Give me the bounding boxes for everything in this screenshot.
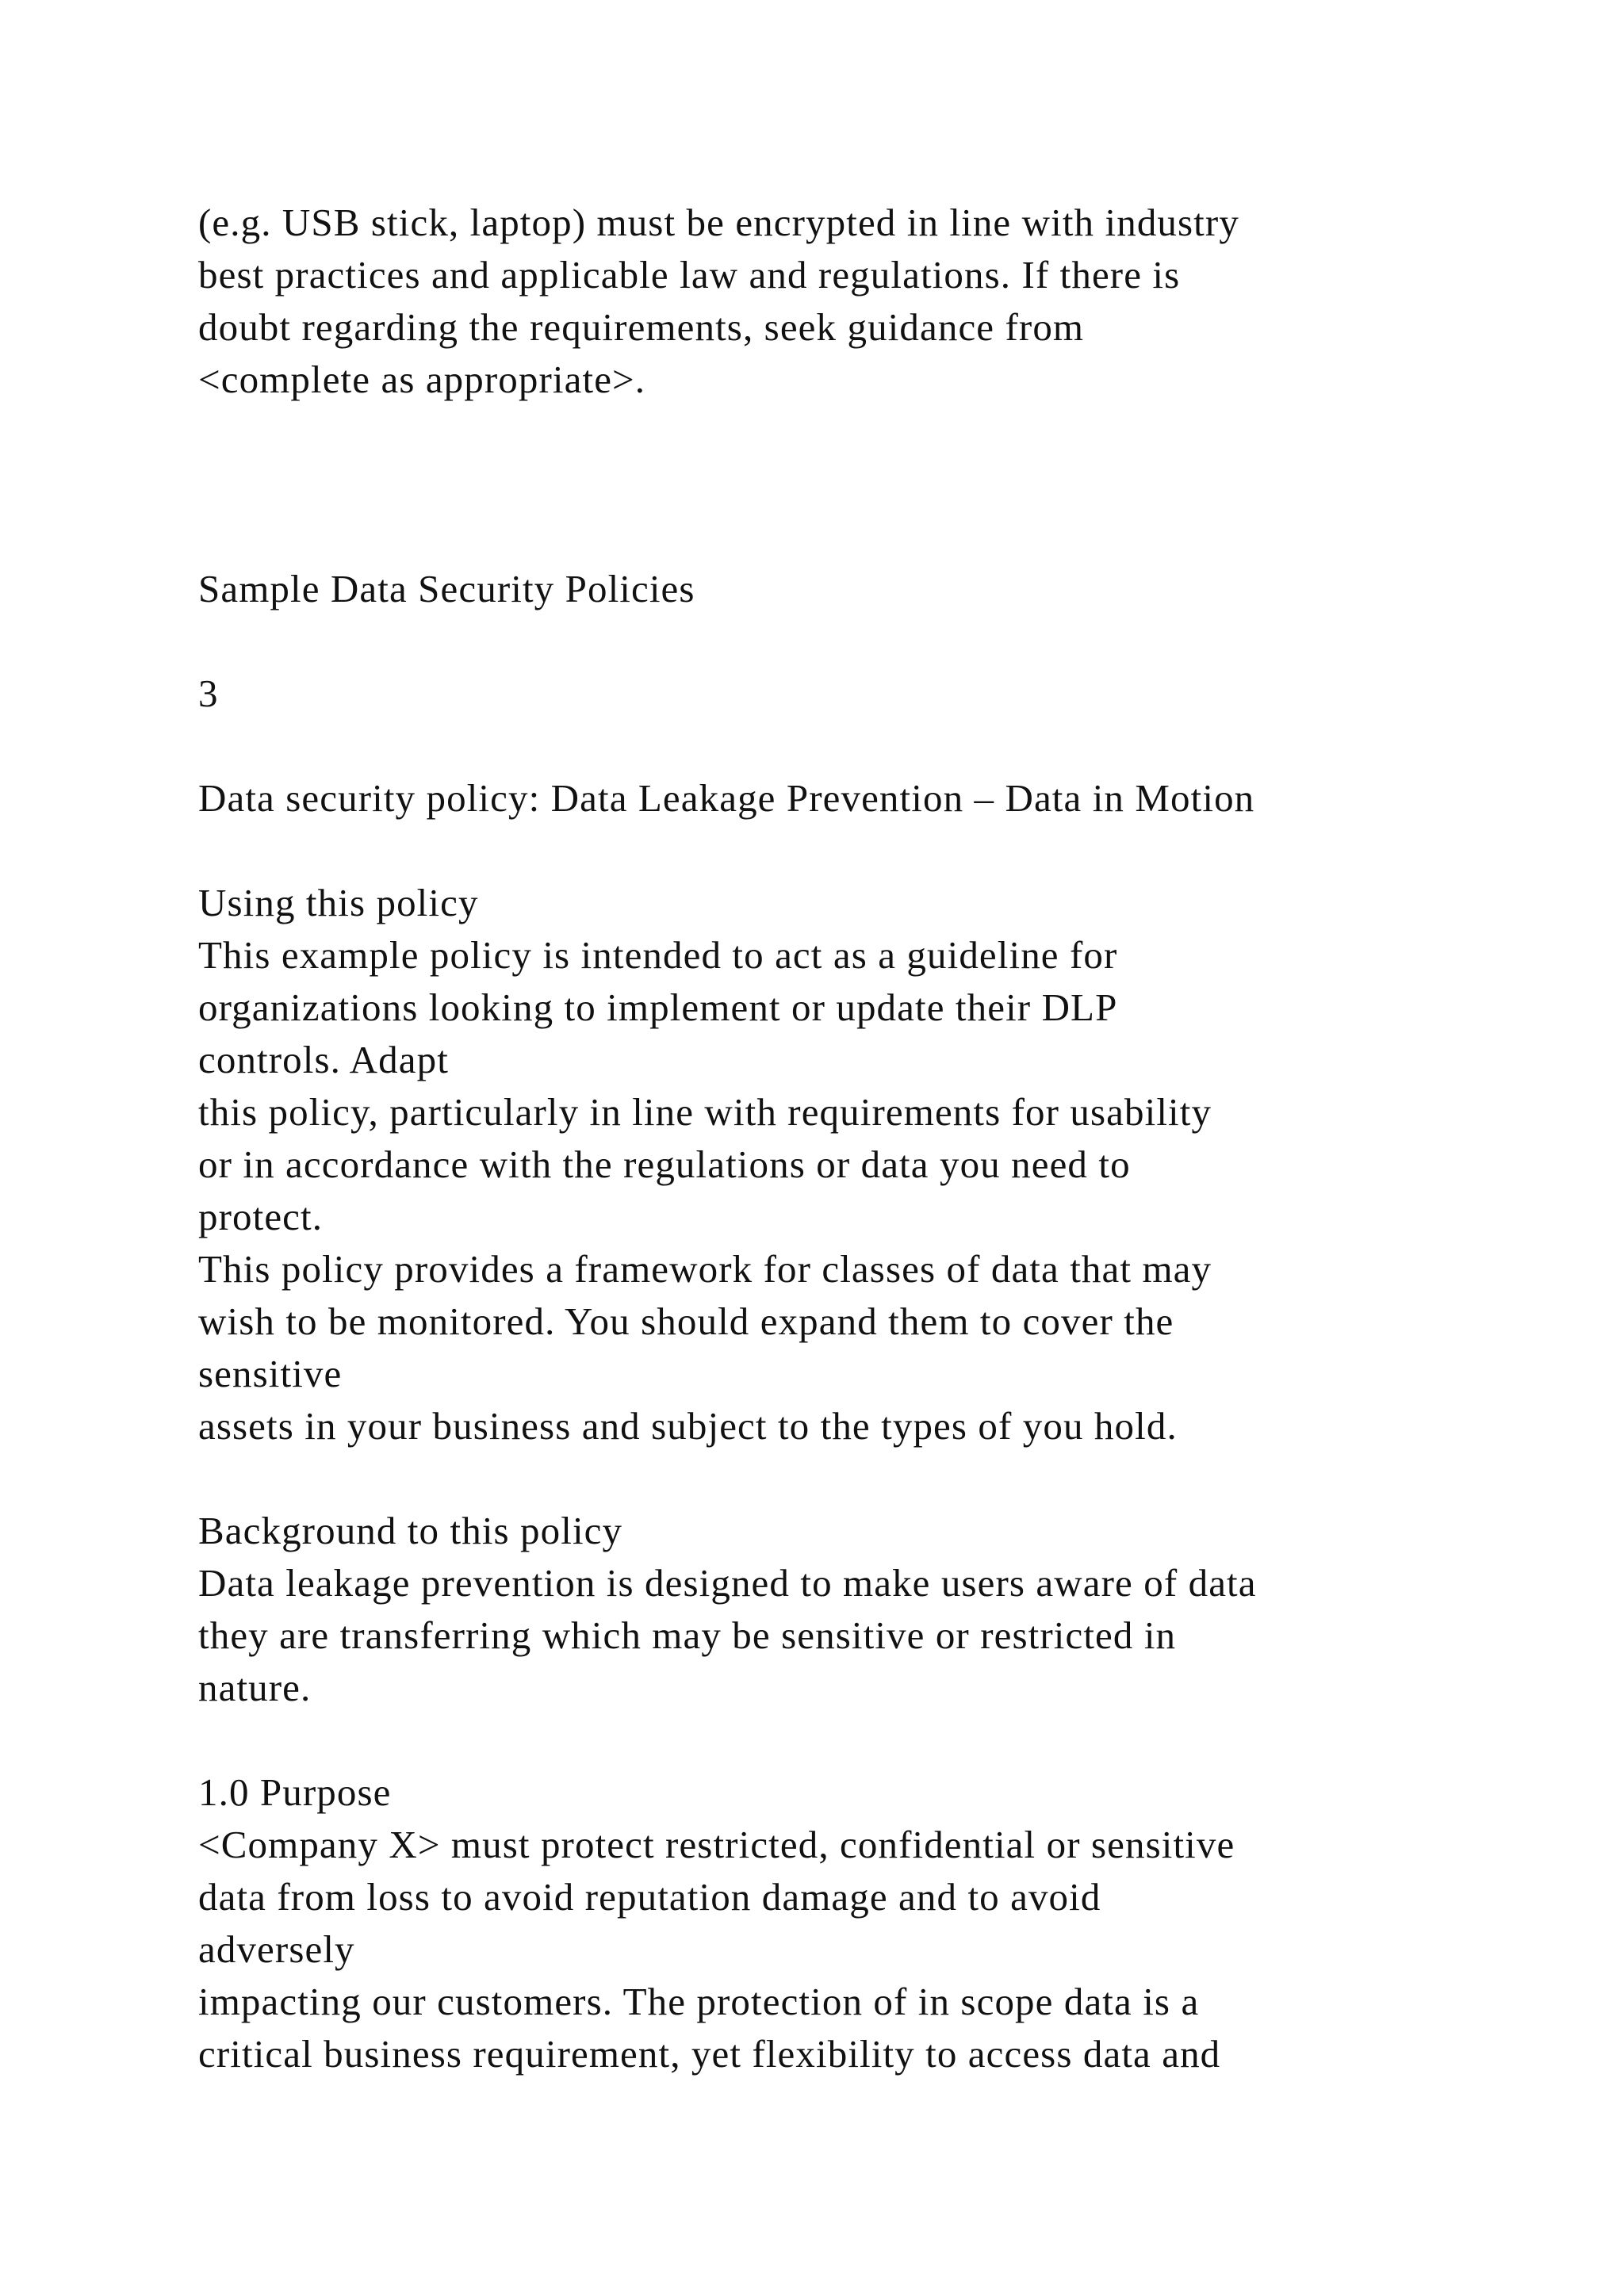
purpose-line: critical business requirement, yet flexibility to access data and — [198, 2032, 1221, 2076]
purpose-line: <Company X> must protect restricted, confidential or sensitive — [198, 1823, 1235, 1866]
using-line: or in accordance with the regulations or data you need to — [198, 1142, 1131, 1186]
purpose-line: data from loss to avoid reputation damage and to avoid — [198, 1875, 1101, 1919]
intro-line: best practices and applicable law and regulations. If there is — [198, 253, 1181, 297]
policy-title: Data security policy: Data Leakage Prevention – Data in Motion — [198, 776, 1255, 820]
using-line: this policy, particularly in line with requirements for usability — [198, 1090, 1212, 1134]
spacer — [198, 1714, 1546, 1766]
background-line: they are transferring which may be sensitive or restricted in — [198, 1613, 1177, 1657]
spacer — [198, 1452, 1546, 1505]
spacer — [198, 615, 1546, 668]
spacer — [198, 720, 1546, 772]
intro-line: <complete as appropriate>. — [198, 358, 646, 401]
using-line: protect. — [198, 1195, 324, 1238]
page-number: 3 — [198, 672, 219, 715]
using-heading: Using this policy — [198, 881, 479, 924]
spacer — [198, 406, 1546, 458]
background-heading: Background to this policy — [198, 1509, 623, 1552]
using-line: wish to be monitored. You should expand them to cover the — [198, 1299, 1174, 1343]
using-line: This example policy is intended to act as a guideline for — [198, 933, 1118, 977]
background-line: nature. — [198, 1666, 312, 1709]
spacer — [198, 825, 1546, 877]
intro-line: doubt regarding the requirements, seek guidance from — [198, 305, 1085, 349]
spacer — [198, 458, 1546, 511]
intro-line: (e.g. USB stick, laptop) must be encrypted in line with industry — [198, 201, 1239, 244]
purpose-line: impacting our customers. The protection of in scope data is a — [198, 1980, 1200, 2023]
using-line: This policy provides a framework for classes of data that may — [198, 1247, 1212, 1291]
purpose-line: adversely — [198, 1927, 355, 1971]
using-line: organizations looking to implement or update their DLP — [198, 985, 1118, 1029]
using-line: controls. Adapt — [198, 1038, 449, 1081]
using-line: sensitive — [198, 1352, 343, 1395]
document-body — [198, 197, 1546, 2080]
spacer — [198, 511, 1546, 563]
using-line: assets in your business and subject to the types of you hold. — [198, 1404, 1178, 1448]
purpose-heading: 1.0 Purpose — [198, 1770, 392, 1814]
running-header: Sample Data Security Policies — [198, 567, 695, 610]
background-line: Data leakage prevention is designed to make users aware of data — [198, 1561, 1257, 1605]
